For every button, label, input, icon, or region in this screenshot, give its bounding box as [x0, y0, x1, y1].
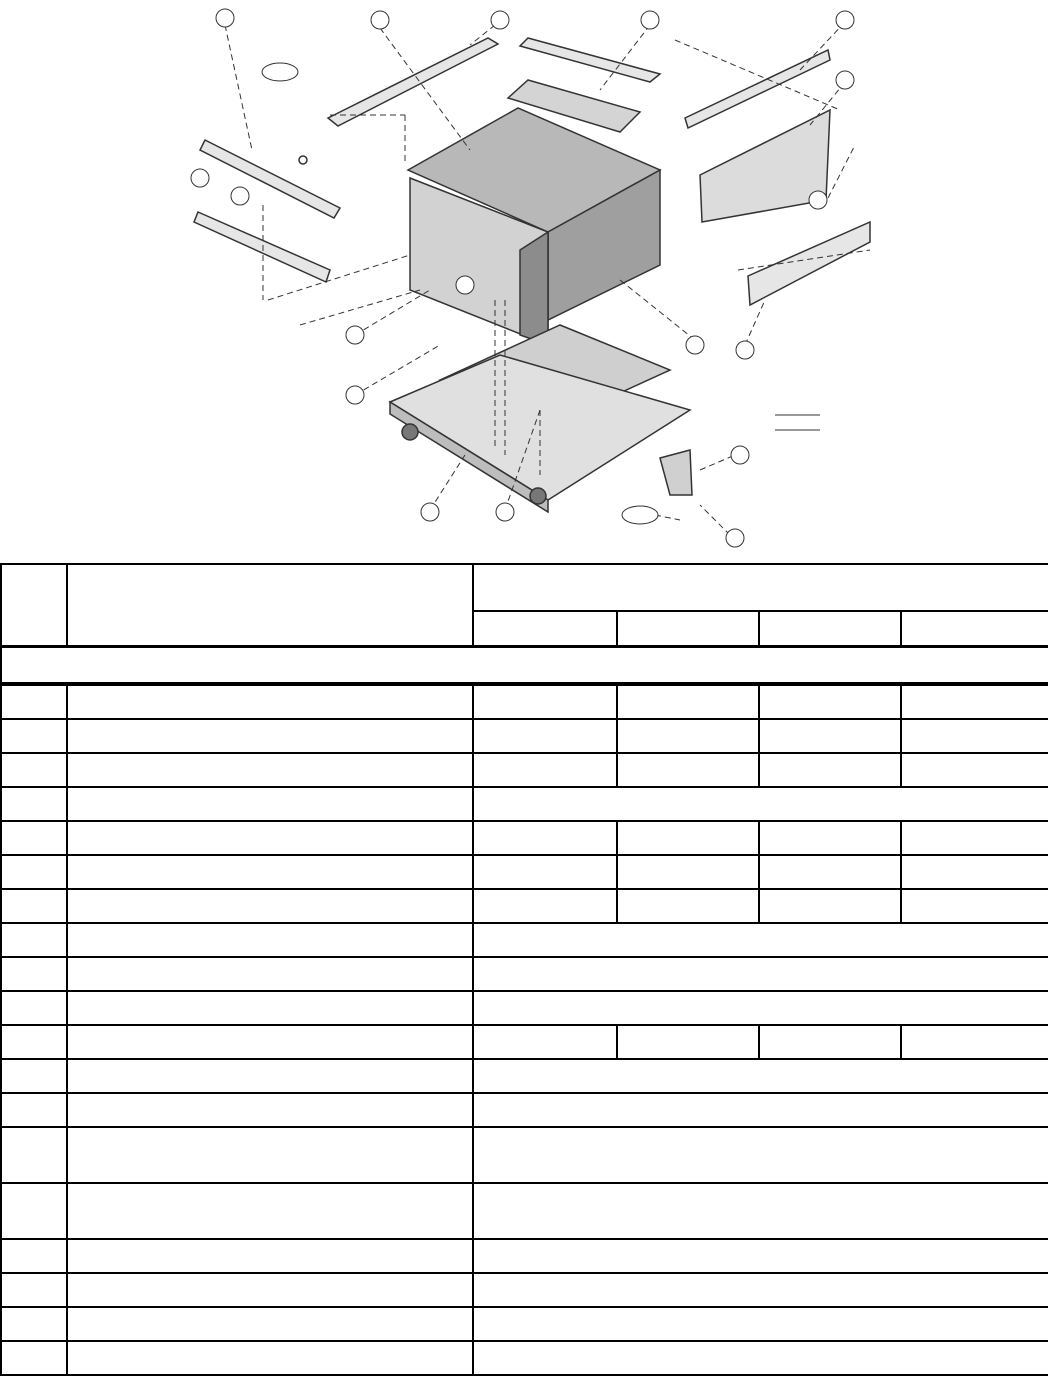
model-cell	[473, 753, 617, 787]
item-cell	[1, 753, 67, 787]
model-cell	[473, 719, 617, 753]
description-cell	[67, 753, 473, 787]
subheader-cell	[617, 611, 759, 647]
model-cell	[759, 821, 901, 855]
item-cell	[1, 1127, 67, 1183]
item-cell	[1, 923, 67, 957]
item-cell	[1, 1093, 67, 1127]
model-cell	[617, 753, 759, 787]
subheader-cell	[759, 611, 901, 647]
model-cell-merged	[473, 787, 1048, 821]
table-row	[1, 923, 1048, 957]
table-row	[1, 753, 1048, 787]
model-cell	[617, 1025, 759, 1059]
item-cell	[1, 889, 67, 923]
model-cell	[473, 821, 617, 855]
description-cell	[67, 1273, 473, 1307]
item-cell	[1, 1341, 67, 1375]
table-row	[1, 991, 1048, 1025]
description-cell	[67, 1025, 473, 1059]
subheader-cell	[473, 611, 617, 647]
model-cell	[473, 684, 617, 719]
washer-3m	[299, 156, 307, 164]
table-row	[1, 821, 1048, 855]
model-cell-merged	[473, 957, 1048, 991]
rail-3s	[194, 212, 330, 282]
model-cell	[901, 753, 1048, 787]
description-cell	[67, 787, 473, 821]
table-row	[1, 684, 1048, 719]
item-cell	[1, 719, 67, 753]
item-cell	[1, 684, 67, 719]
model-cell	[901, 719, 1048, 753]
description-cell	[67, 684, 473, 719]
section-cell	[1, 647, 1048, 685]
model-cell	[617, 821, 759, 855]
description-cell	[67, 1093, 473, 1127]
model-cell	[759, 1025, 901, 1059]
exploded-view-diagram	[0, 0, 1048, 552]
rail-3u	[200, 140, 340, 218]
header-cell-description	[67, 564, 473, 647]
description-cell	[67, 1341, 473, 1375]
model-cell-merged	[473, 1239, 1048, 1273]
model-cell-merged	[473, 1183, 1048, 1239]
model-cell	[901, 1025, 1048, 1059]
table-row	[1, 957, 1048, 991]
model-cell	[759, 889, 901, 923]
description-cell	[67, 1239, 473, 1273]
model-cell-merged	[473, 1127, 1048, 1183]
model-cell	[473, 1025, 617, 1059]
item-cell	[1, 957, 67, 991]
bracket-3f	[748, 222, 870, 305]
item-cell	[1, 1273, 67, 1307]
table-row	[1, 1059, 1048, 1093]
item-cell	[1, 991, 67, 1025]
model-cell	[759, 753, 901, 787]
item-cell	[1, 1183, 67, 1239]
description-cell	[67, 957, 473, 991]
item-cell	[1, 1307, 67, 1341]
model-cell	[617, 855, 759, 889]
foot-bracket-3e	[660, 450, 692, 495]
description-cell	[67, 855, 473, 889]
model-cell	[901, 889, 1048, 923]
model-cell-merged	[473, 923, 1048, 957]
table-section-row	[1, 647, 1048, 685]
item-cell	[1, 855, 67, 889]
rail-3j	[520, 38, 660, 82]
table-row	[1, 787, 1048, 821]
header-cell-item	[1, 564, 67, 647]
table-row	[1, 1127, 1048, 1183]
table-row	[1, 1183, 1048, 1239]
item-cell	[1, 1025, 67, 1059]
model-cell	[759, 719, 901, 753]
subheader-cell	[901, 611, 1048, 647]
table-header-row	[1, 564, 1048, 611]
model-cell-merged	[473, 1341, 1048, 1375]
model-cell-merged	[473, 1059, 1048, 1093]
description-cell	[67, 1307, 473, 1341]
model-cell	[473, 889, 617, 923]
model-cell-merged	[473, 1273, 1048, 1307]
table-body	[1, 684, 1048, 1375]
model-cell	[901, 821, 1048, 855]
item-cell	[1, 821, 67, 855]
header-cell-models	[473, 564, 1048, 611]
table-row	[1, 1025, 1048, 1059]
model-cell-merged	[473, 1307, 1048, 1341]
description-cell	[67, 889, 473, 923]
wheel-right	[530, 488, 546, 504]
description-cell	[67, 821, 473, 855]
model-cell-merged	[473, 991, 1048, 1025]
table-row	[1, 719, 1048, 753]
model-cell-merged	[473, 1093, 1048, 1127]
model-cell	[901, 855, 1048, 889]
item-cell	[1, 1059, 67, 1093]
table-row	[1, 855, 1048, 889]
description-cell	[67, 1059, 473, 1093]
description-cell	[67, 991, 473, 1025]
table-row	[1, 1341, 1048, 1375]
description-cell	[67, 1183, 473, 1239]
description-cell	[67, 923, 473, 957]
description-cell	[67, 1127, 473, 1183]
parts-table	[0, 563, 1048, 1376]
box-leg-3c	[520, 232, 548, 345]
item-cell	[1, 1239, 67, 1273]
model-cell	[759, 684, 901, 719]
table-row	[1, 1307, 1048, 1341]
model-cell	[617, 719, 759, 753]
model-cell	[901, 684, 1048, 719]
item-cell	[1, 787, 67, 821]
table-row	[1, 889, 1048, 923]
table-row	[1, 1239, 1048, 1273]
table-row	[1, 1093, 1048, 1127]
table-row	[1, 1273, 1048, 1307]
model-cell	[617, 684, 759, 719]
model-cell	[617, 889, 759, 923]
description-cell	[67, 719, 473, 753]
model-cell	[473, 855, 617, 889]
wheel-left	[402, 424, 418, 440]
rail-3p	[328, 38, 498, 126]
model-cell	[759, 855, 901, 889]
